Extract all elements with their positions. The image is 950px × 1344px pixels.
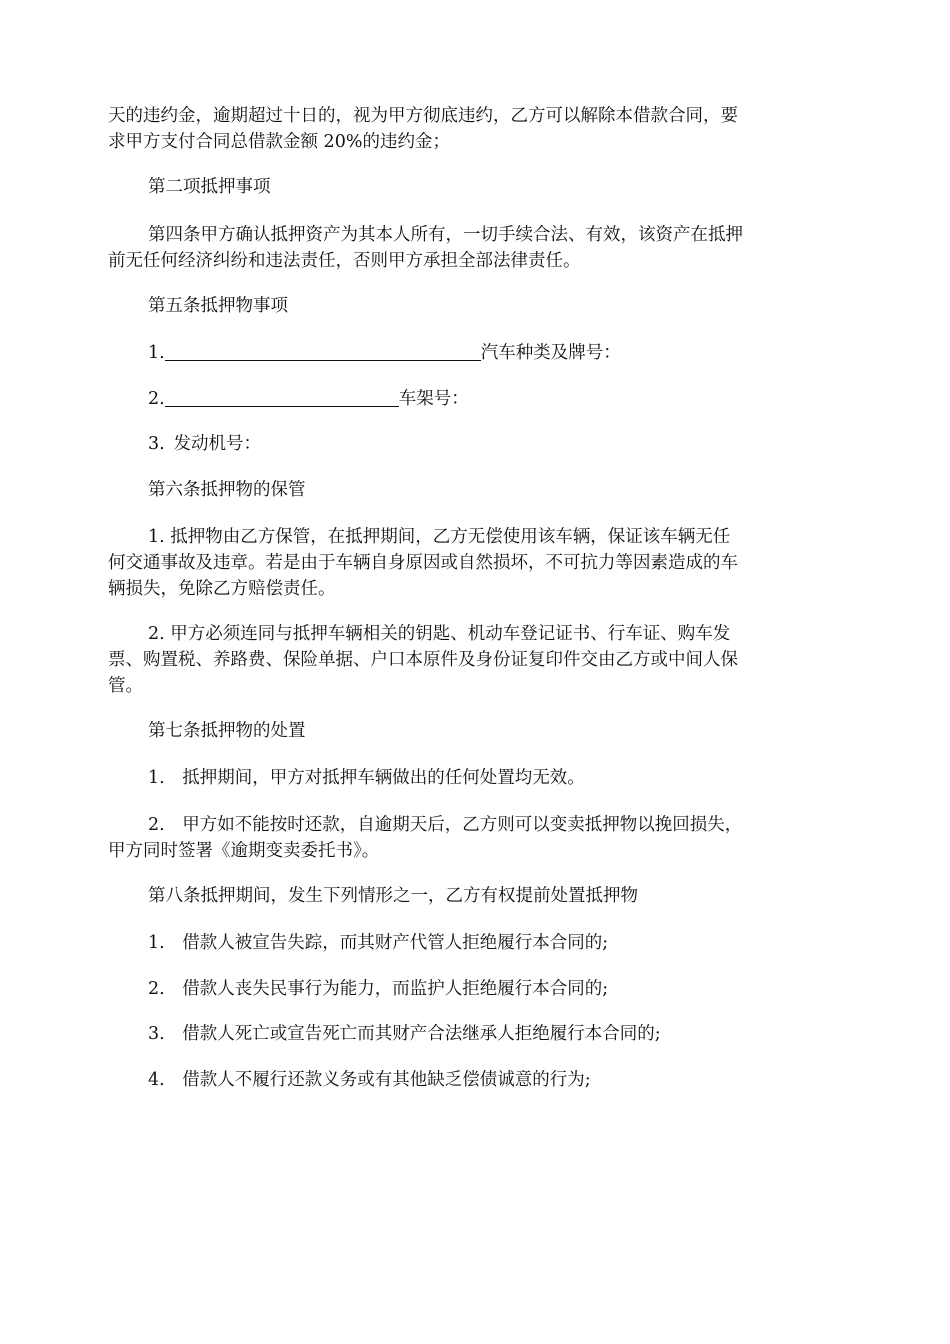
article-5-item-2 <box>108 386 888 412</box>
article-6-heading <box>108 477 888 503</box>
article-8-heading <box>108 883 888 909</box>
list-number: 3. <box>148 1024 165 1044</box>
list-number: 1. <box>148 343 165 363</box>
list-text: 借款人被宣告失踪，而其财产代管人拒绝履行本合同的; <box>182 933 609 953</box>
article-5-item-3 <box>108 431 888 457</box>
article-6-item-2 <box>108 621 848 699</box>
article-8-item-2 <box>108 976 888 1002</box>
list-number: 2. <box>148 815 165 835</box>
section-heading-mortgage <box>108 174 888 200</box>
fill-in-blank[interactable] <box>165 388 399 407</box>
text-line: 1. 抵押物由乙方保管，在抵押期间，乙方无偿使用该车辆，保证该车辆无任 <box>148 527 731 547</box>
list-text: 抵押期间，甲方对抵押车辆做出的任何处置均无效。 <box>182 768 585 788</box>
heading-text: 第六条抵押物的保管 <box>148 480 306 500</box>
article-7-item-2 <box>108 812 848 864</box>
fill-in-blank[interactable] <box>165 342 481 361</box>
list-number: 4. <box>148 1070 165 1090</box>
list-text: 借款人丧失民事行为能力，而监护人拒绝履行本合同的; <box>182 979 609 999</box>
article-5-item-1 <box>108 340 888 366</box>
text-line: 求甲方支付合同总借款金额 20%的违约金； <box>108 132 450 152</box>
field-label: 汽车种类及牌号： <box>480 343 621 363</box>
text-line: 第四条甲方确认抵押资产为其本人所有，一切手续合法、有效，该资产在抵押 <box>148 225 743 245</box>
list-number: 1. <box>148 768 165 788</box>
text-line: 甲方同时签署《逾期变卖委托书》。 <box>108 841 380 861</box>
heading-text: 第七条抵押物的处置 <box>148 721 306 741</box>
article-8-item-1 <box>108 930 888 956</box>
article-6-item-1 <box>108 524 848 602</box>
list-text: 甲方如不能按时还款，自逾期天后，乙方则可以变卖抵押物以挽回损失， <box>182 815 743 835</box>
text-line: 前无任何经济纠纷和违法责任，否则甲方承担全部法律责任。 <box>108 251 581 271</box>
list-number: 2. <box>148 389 165 409</box>
list-text: 借款人不履行还款义务或有其他缺乏偿债诚意的行为; <box>182 1070 591 1090</box>
heading-text: 第八条抵押期间，发生下列情形之一，乙方有权提前处置抵押物 <box>148 886 638 906</box>
article-5-heading <box>108 293 888 319</box>
article-8-item-3 <box>108 1021 888 1047</box>
article-7-item-1 <box>108 765 888 791</box>
article-7-heading <box>108 718 888 744</box>
list-number: 2. <box>148 979 165 999</box>
text-line: 辆损失，免除乙方赔偿责任。 <box>108 579 336 599</box>
text-line: 天的违约金，逾期超过十日的，视为甲方彻底违约，乙方可以解除本借款合同，要 <box>108 106 738 126</box>
field-label: 发动机号： <box>173 434 261 454</box>
paragraph-penalty <box>108 103 848 155</box>
list-number: 3. <box>148 434 165 454</box>
text-line: 票、购置税、养路费、保险单据、户口本原件及身份证复印件交由乙方或中间人保 <box>108 650 738 670</box>
list-number: 1. <box>148 933 165 953</box>
article-8-item-4 <box>108 1067 888 1093</box>
field-label: 车架号： <box>398 389 469 409</box>
heading-text: 第五条抵押物事项 <box>148 296 288 316</box>
heading-text: 第二项抵押事项 <box>148 177 271 197</box>
text-line: 2. 甲方必须连同与抵押车辆相关的钥匙、机动车登记证书、行车证、购车发 <box>148 624 731 644</box>
article-4 <box>108 222 848 274</box>
list-text: 借款人死亡或宣告死亡而其财产合法继承人拒绝履行本合同的; <box>182 1024 661 1044</box>
text-line: 管。 <box>108 676 143 696</box>
text-line: 何交通事故及违章。若是由于车辆自身原因或自然损坏，不可抗力等因素造成的车 <box>108 553 738 573</box>
